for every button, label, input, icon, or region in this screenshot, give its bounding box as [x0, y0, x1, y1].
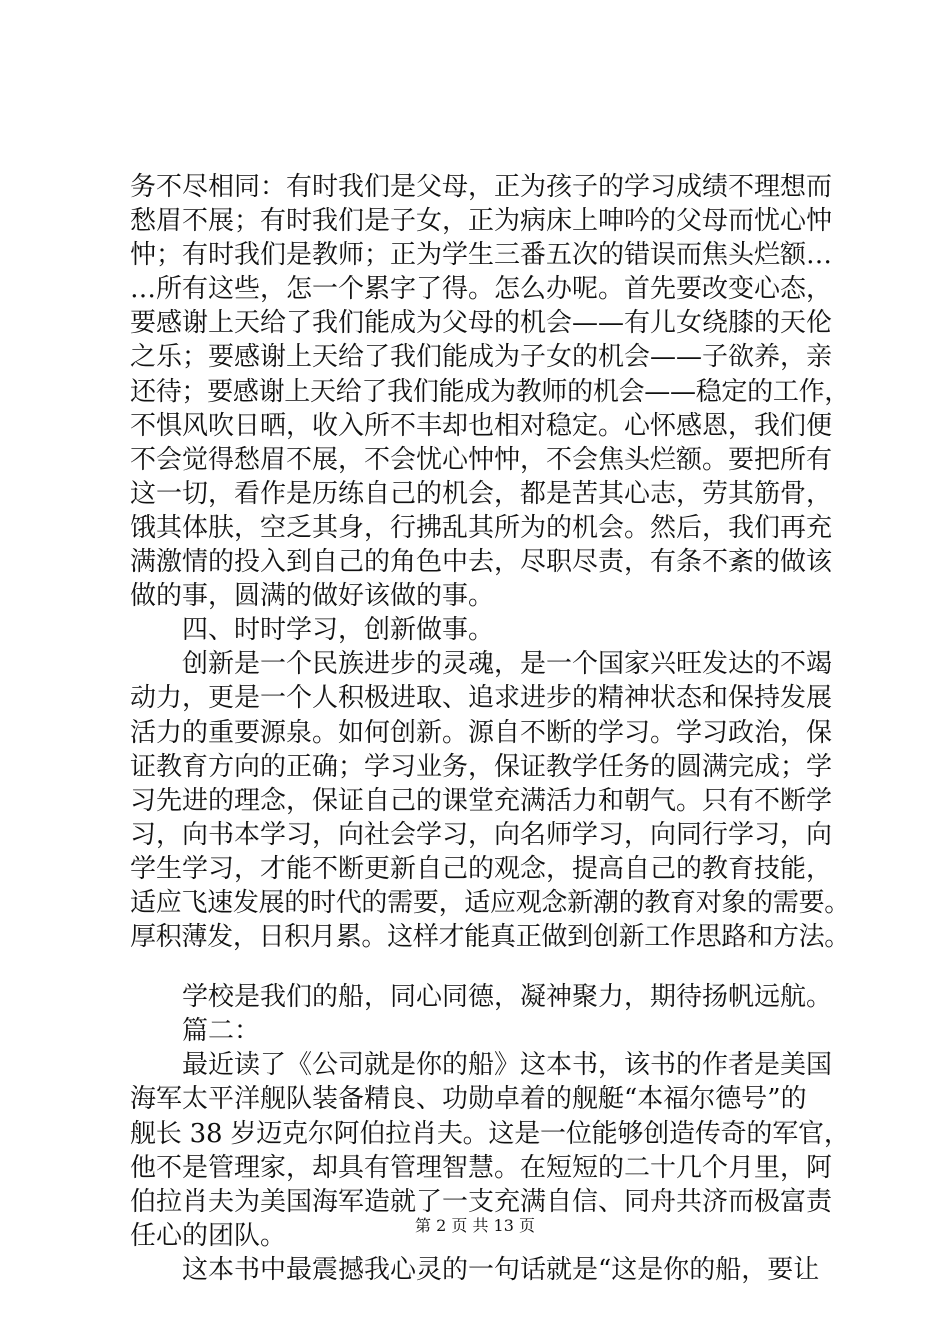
text-line: 最近读了《公司就是你的船》这本书，该书的作者是美国: [130, 1050, 833, 1081]
paragraph-gap: [130, 954, 850, 980]
text-line: 篇二：: [130, 1016, 261, 1047]
text-line: 习先进的理念，保证自己的课堂充满活力和朝气。只有不断学: [130, 785, 833, 816]
body-text: [130, 170, 850, 1287]
text-line: 学校是我们的船，同心同德，凝神聚力，期待扬帆远航。: [130, 982, 833, 1013]
text-line: 习，向书本学习，向社会学习，向名师学习，向同行学习，向: [130, 819, 833, 850]
text-line: 任心的团队。: [130, 1220, 287, 1251]
text-line: 不惧风吹日晒，收入所不丰却也相对稳定。心怀感恩，我们便: [130, 410, 833, 441]
text-line: 还待；要感谢上天给了我们能成为教师的机会——稳定的工作，: [130, 376, 851, 407]
text-line: 厚积薄发，日积月累。这样才能真正做到创新工作思路和方法。: [130, 922, 851, 953]
text-line: 伯拉肖夫为美国海军造就了一支充满自信、同舟共济而极富责: [130, 1186, 833, 1217]
page-footer: 第 2 页 共 13 页: [415, 1216, 535, 1235]
text-line: 这一切，看作是历练自己的机会，都是苦其心志，劳其筋骨，: [130, 478, 833, 509]
text-line: 之乐；要感谢上天给了我们能成为子女的机会——子欲养，亲: [130, 342, 833, 373]
text-line: 舰长 38 岁迈克尔阿伯拉肖夫。这是一位能够创造传奇的军官，: [130, 1118, 850, 1149]
section-1: [130, 170, 850, 954]
text-line: 务不尽相同：有时我们是父母，正为孩子的学习成绩不理想而: [130, 172, 833, 202]
text-line: 要感谢上天给了我们能成为父母的机会——有儿女绕膝的天伦: [130, 308, 833, 339]
text-line: 忡；有时我们是教师；正为学生三番五次的错误而焦头烂额…: [130, 240, 833, 271]
text-line: 海军太平洋舰队装备精良、功勋卓着的舰艇“本福尔德号”的: [130, 1084, 807, 1115]
text-line: 适应飞速发展的时代的需要，适应观念新潮的教育对象的需要。: [130, 887, 851, 918]
text-line: 学生学习，才能不断更新自己的观念，提高自己的教育技能，: [130, 853, 833, 884]
text-line: …所有这些，怎一个累字了得。怎么办呢。首先要改变心态，: [130, 274, 833, 305]
text-line: 他不是管理家，却具有管理智慧。在短短的二十几个月里，阿: [130, 1152, 833, 1183]
text-line: 不会觉得愁眉不展，不会忧心忡忡，不会焦头烂额。要把所有: [130, 444, 833, 475]
text-line: 这本书中最震撼我心灵的一句话就是“这是你的船，要让: [130, 1254, 820, 1285]
text-line: 四、时时学习，创新做事。: [130, 615, 495, 646]
section-2: [130, 980, 850, 1287]
text-line: 饿其体肤，空乏其身，行拂乱其所为的机会。然后，我们再充: [130, 512, 833, 543]
text-line: 做的事，圆满的做好该做的事。: [130, 581, 495, 612]
text-line: 证教育方向的正确；学习业务，保证教学任务的圆满完成；学: [130, 751, 833, 782]
text-line: 活力的重要源泉。如何创新。源自不断的学习。学习政治，保: [130, 717, 833, 748]
text-line: 动力，更是一个人积极进取、追求进步的精神状态和保持发展: [130, 683, 833, 714]
text-line: 创新是一个民族进步的灵魂，是一个国家兴旺发达的不竭: [130, 649, 833, 680]
text-line: 满激情的投入到自己的角色中去，尽职尽责，有条不紊的做该: [130, 547, 833, 578]
text-line: 愁眉不展；有时我们是子女，正为病床上呻吟的父母而忧心忡: [130, 206, 833, 237]
